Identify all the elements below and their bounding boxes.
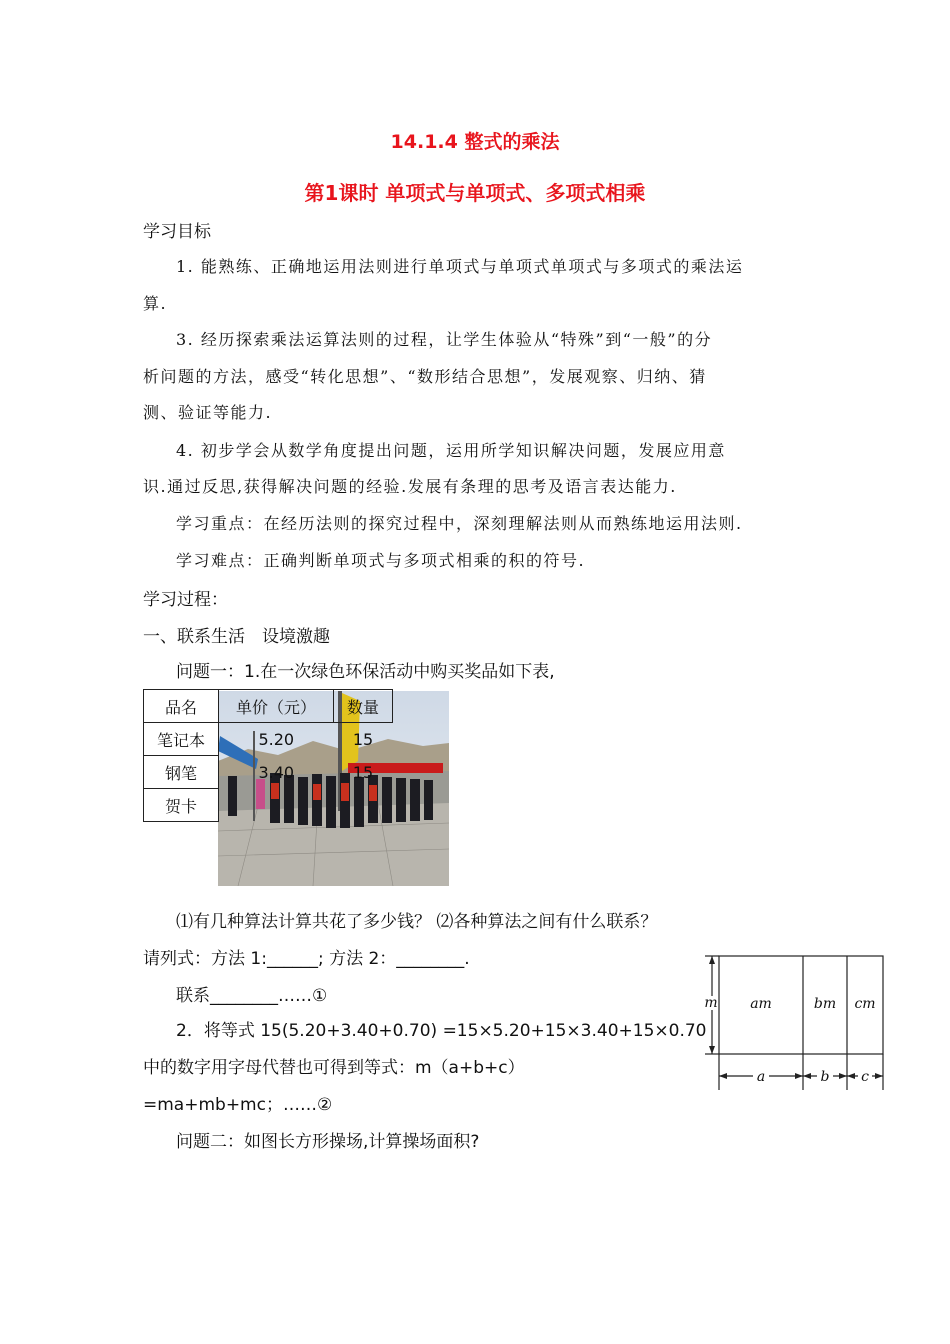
objective-1-line1: 1. 能熟练、正确地运用法则进行单项式与单项式单项式与多项式的乘法运 (176, 257, 744, 276)
table-cell: 5.20 (258, 729, 295, 749)
section-1-heading: 一、联系生活 设境激趣 (143, 627, 330, 647)
objective-3-line1: 3. 经历探索乘法运算法则的过程，让学生体验从“特殊”到“一般”的分 (176, 330, 713, 349)
diagram-region-cm: cm (854, 996, 876, 1012)
problem-1: 问题一：1.在一次绿色环保活动中购买奖品如下表, (176, 662, 555, 682)
objective-4-line1: 4. 初步学会从数学角度提出问题，运用所学知识解决问题，发展应用意 (176, 441, 726, 460)
objective-4-line2: 识.通过反思,获得解决问题的经验.发展有条理的思考及语言表达能力. (143, 477, 677, 496)
process-heading: 学习过程： (143, 590, 228, 610)
table-cell: 15 (352, 729, 374, 749)
page-title: 14.1.4 整式的乘法 (390, 131, 560, 153)
difficulty: 学习难点：正确判断单项式与多项式相乘的积的符号. (176, 551, 586, 570)
diagram-region-am: am (750, 996, 772, 1012)
table-cell: 笔记本 (144, 723, 219, 756)
diagram-bottom-b: b (820, 1069, 830, 1085)
objective-3-line2: 析问题的方法，感受“转化思想”、“数形结合思想”，发展观察、归纳、猜 (143, 367, 707, 386)
table-cell: 3.40 (258, 762, 295, 782)
area-diagram (697, 946, 897, 1096)
key-point: 学习重点：在经历法则的探究过程中，深刻理解法则从而熟练地运用法则. (176, 514, 743, 533)
step-2-line1: 2．将等式 15(5.20+3.40+0.70) =15×5.20+15×3.40+15×0.70 (176, 1021, 707, 1041)
relation-line: 联系________……① (176, 986, 328, 1006)
table-cell: 15 (352, 762, 374, 782)
table-header-name: 品名 (144, 690, 219, 723)
table-row (144, 756, 393, 789)
diagram-side-label: m (704, 995, 718, 1011)
table-header-price: 单价（元） (219, 690, 334, 723)
objective-1-line2: 算. (143, 294, 168, 313)
diagram-bottom-a: a (756, 1069, 766, 1085)
table-row (144, 789, 393, 822)
table-cell (334, 789, 393, 822)
diagram-region-bm: bm (813, 996, 837, 1012)
table-cell (219, 789, 334, 822)
table-cell: 钢笔 (144, 756, 219, 789)
formula-line: 请列式：方法 1:______; 方法 2：________. (143, 949, 470, 969)
table-row (144, 723, 393, 756)
table-header-quantity: 数量 (334, 690, 393, 723)
prize-table (143, 689, 393, 822)
table-cell: 贺卡 (144, 789, 219, 822)
step-2-line3: =ma+mb+mc；……② (143, 1095, 333, 1115)
diagram-bottom-c: c (861, 1069, 869, 1085)
step-2-line2: 中的数字用字母代替也可得到等式：m（a+b+c） (143, 1058, 525, 1078)
page-subtitle: 第1课时 单项式与单项式、多项式相乘 (304, 181, 646, 205)
question-line: ⑴有几种算法计算共花了多少钱？ ⑵各种算法之间有什么联系？ (176, 912, 658, 932)
objectives-heading: 学习目标 (143, 222, 211, 242)
objective-3-line3: 测、验证等能力. (143, 403, 273, 422)
problem-2: 问题二：如图长方形操场,计算操场面积? (176, 1132, 480, 1152)
